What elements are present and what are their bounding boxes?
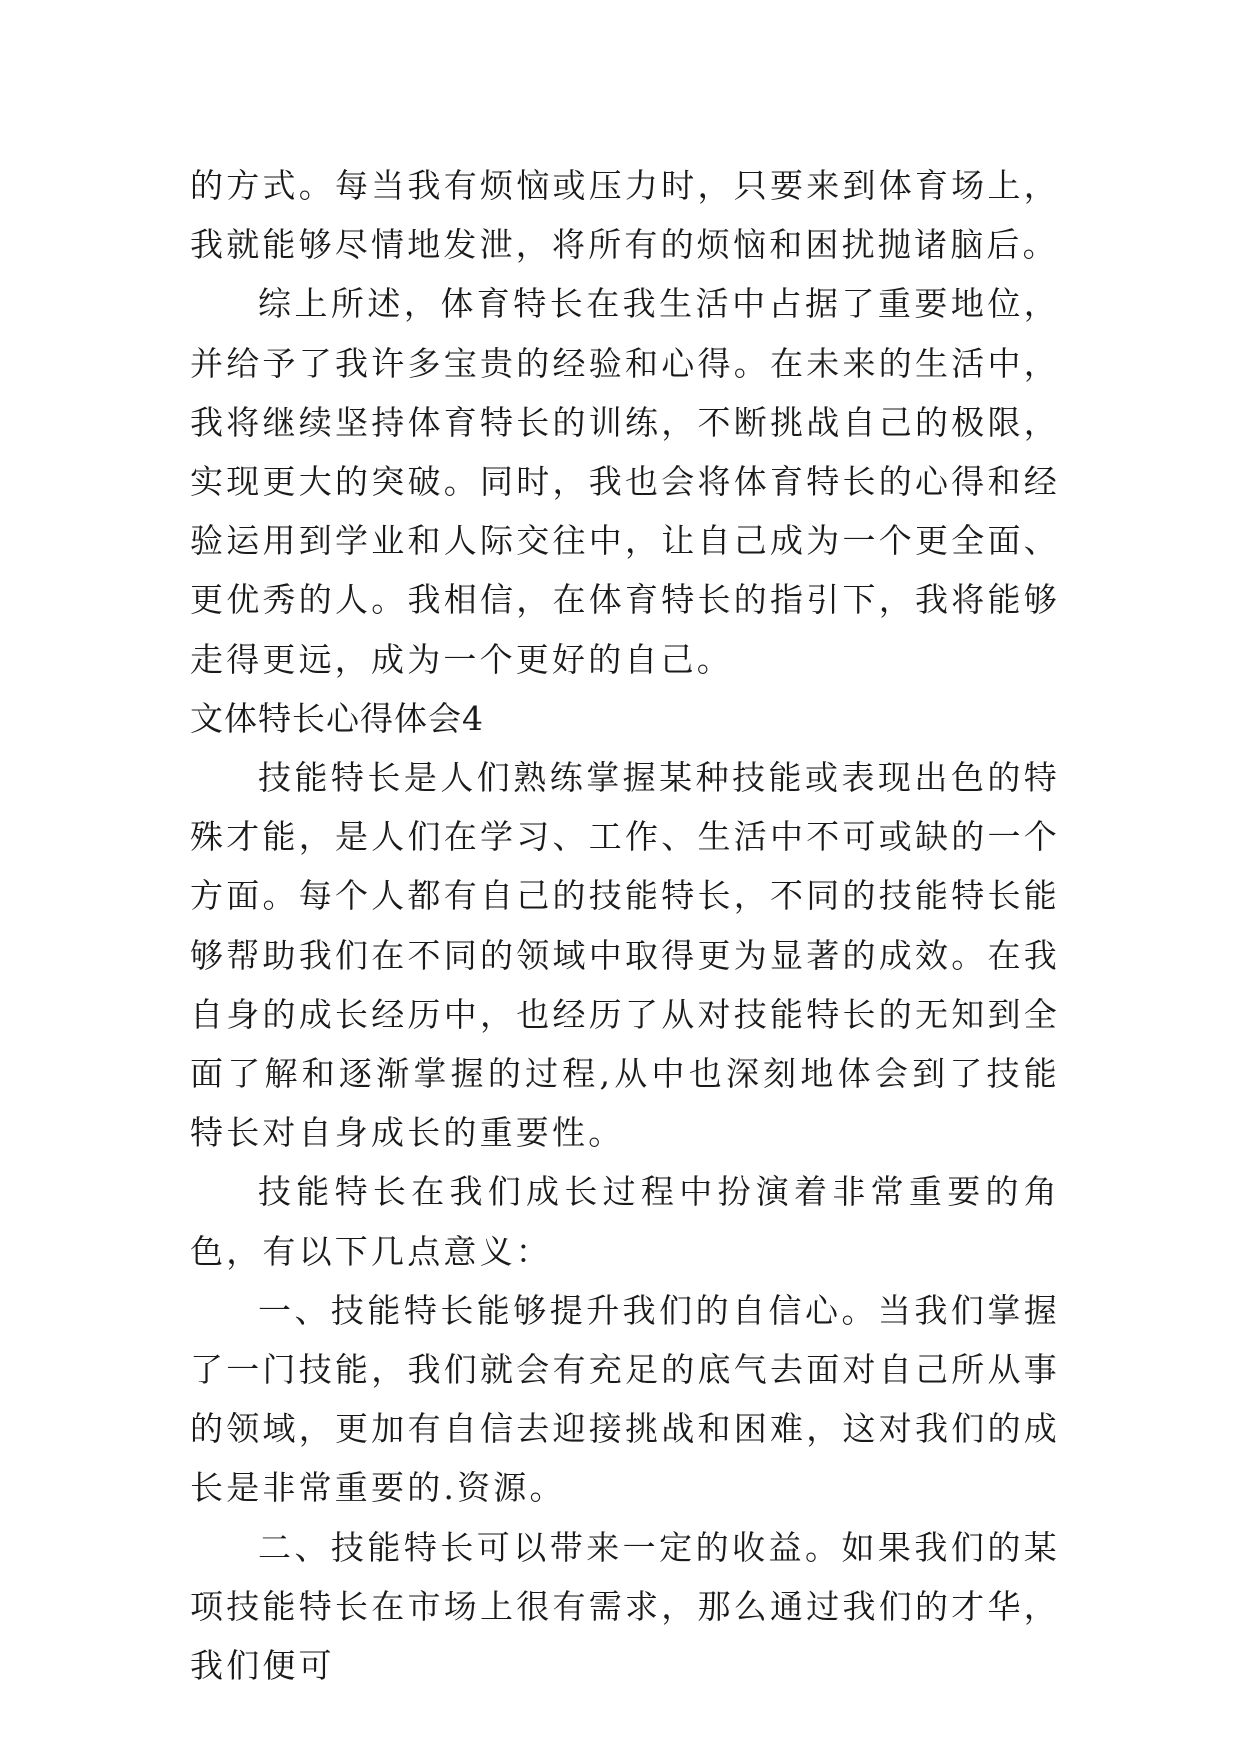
paragraph-point-two: 二、技能特长可以带来一定的收益。如果我们的某项技能特长在市场上很有需求，那么通过我们的才华，我们便可 [190,1527,1060,1686]
paragraph-summary: 综上所述，体育特长在我生活中占据了重要地位，并给予了我许多宝贵的经验和心得。在未来的生活中，我将继续坚持体育特长的训练，不断挑战自己的极限，实现更大的突破。同时，我也会将体育特长的心得和经验运用到学业和人际交往中，让自己成为一个更全面、更优秀的人。我相信，在体育特长的指引下，我将能够走得更远，成为一个更好的自己。 [190,284,1060,679]
paragraph-point-one: 一、技能特长能够提升我们的自信心。当我们掌握了一门技能，我们就会有充足的底气去面对自己所从事的领域，更加有自信去迎接挑战和困难，这对我们的成长是非常重要的.资源。 [190,1290,1060,1508]
document-body [190,156,1060,1695]
paragraph-continued: 的方式。每当我有烦恼或压力时，只要来到体育场上，我就能够尽情地发泄，将所有的烦恼和困扰抛诸脑后。 [190,166,1060,265]
paragraph-intro: 技能特长是人们熟练掌握某种技能或表现出色的特殊才能，是人们在学习、工作、生活中不可或缺的一个方面。每个人都有自己的技能特长，不同的技能特长能够帮助我们在不同的领域中取得更为显著的成效。在我自身的成长经历中，也经历了从对技能特长的无知到全面了解和逐渐掌握的过程,从中也深刻地体会到了技能特长对自身成长的重要性。 [190,758,1060,1153]
paragraph-significance: 技能特长在我们成长过程中扮演着非常重要的角色，有以下几点意义： [190,1172,1060,1271]
section-heading: 文体特长心得体会4 [190,698,484,738]
